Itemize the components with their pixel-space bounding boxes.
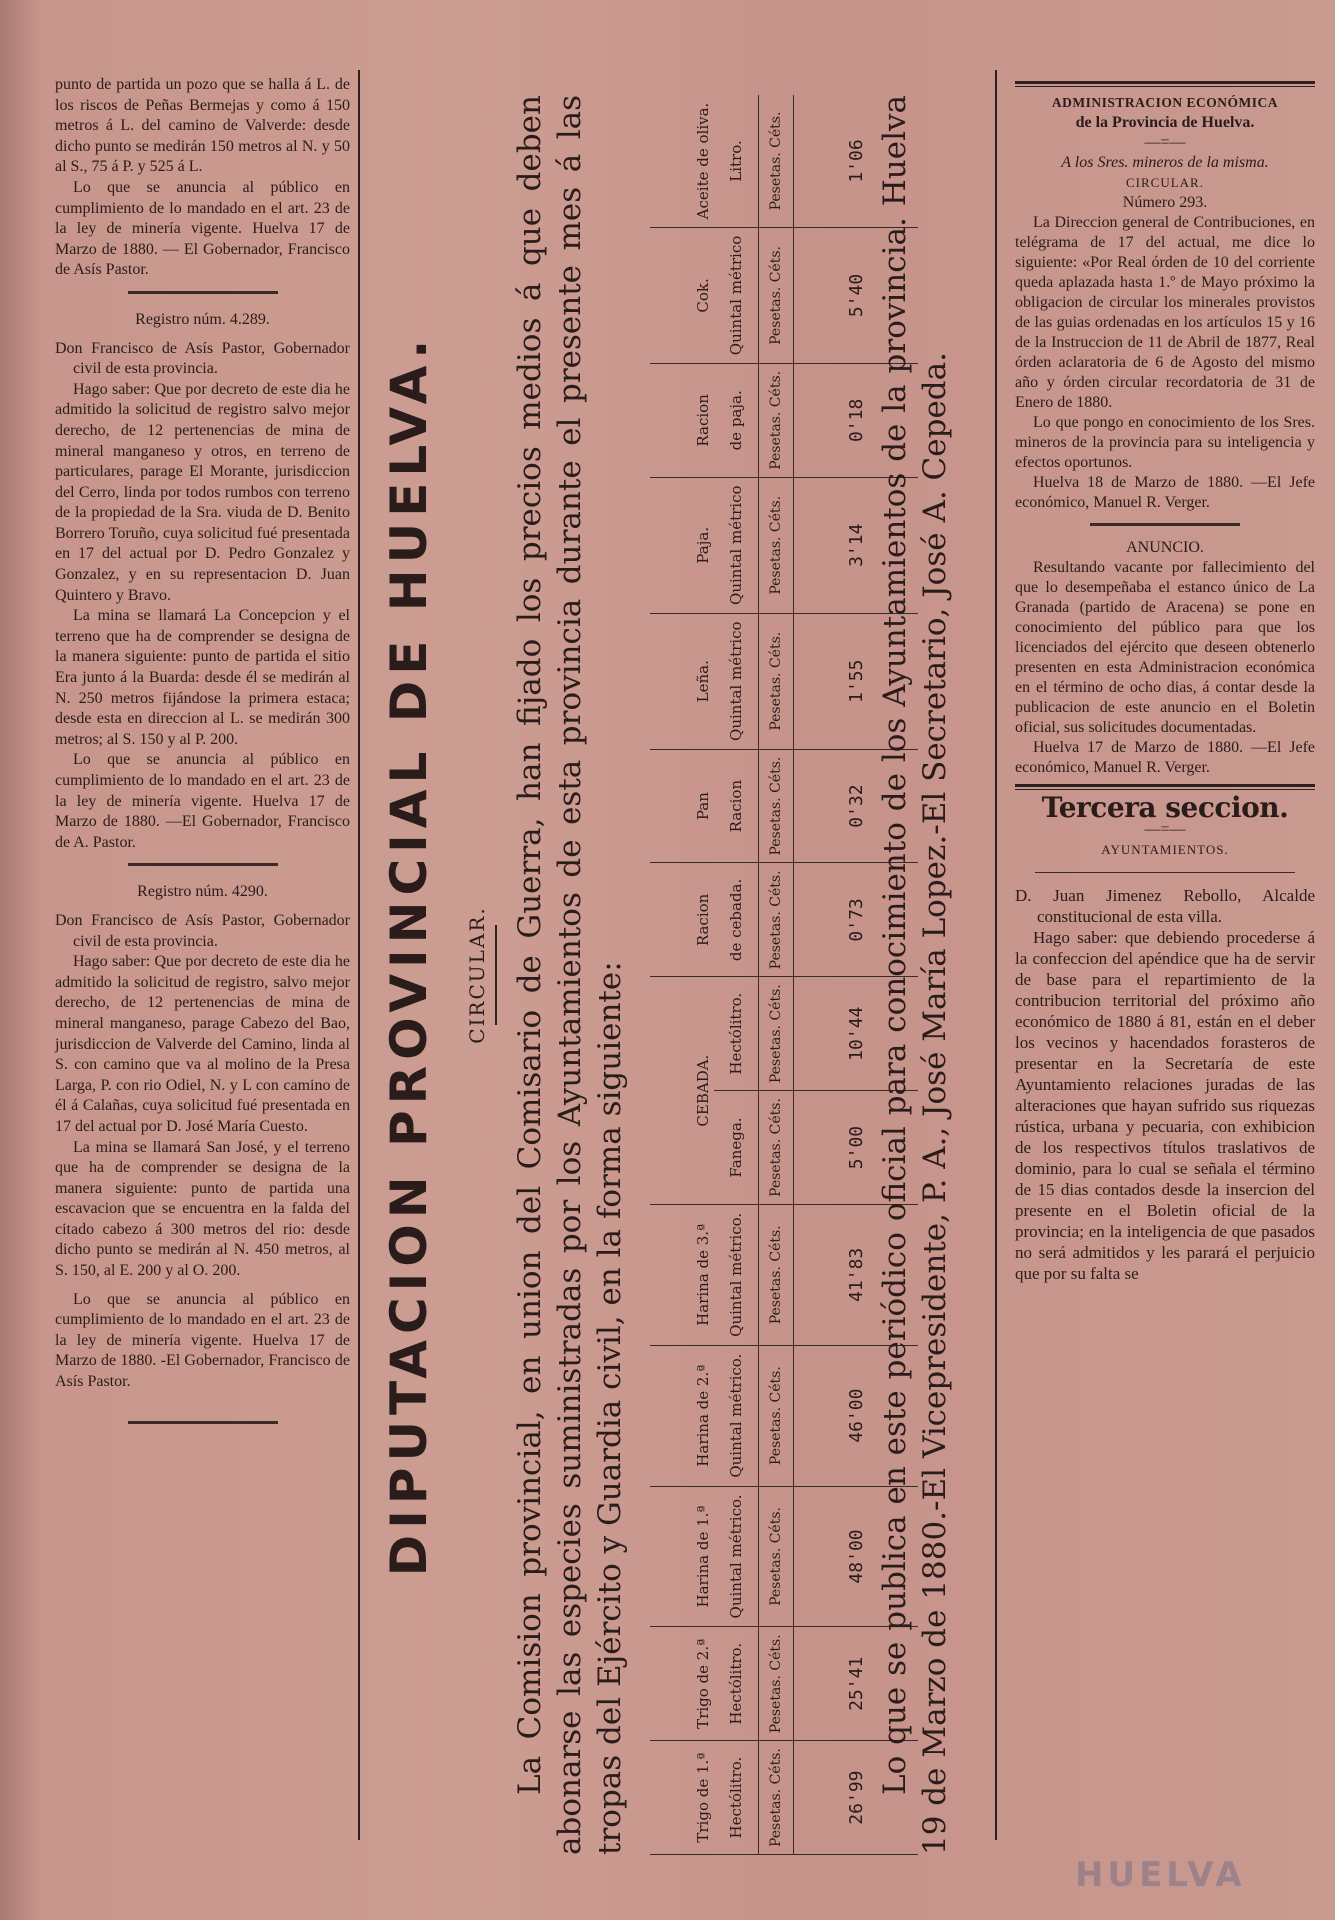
unit-label: Pesetas. Céts.: [759, 227, 794, 363]
column-rule: [995, 70, 997, 1840]
registro-title: Registro núm. 4.289.: [135, 310, 270, 328]
table-cell: 1'55: [794, 613, 919, 749]
table-cell: 48'00: [794, 1486, 919, 1627]
table-header: CEBADA.: [650, 977, 714, 1205]
table-cell: 5'40: [794, 227, 919, 363]
section-heading: Tercera seccion.: [1041, 791, 1289, 824]
unit-label: Pesetas. Céts.: [759, 613, 794, 749]
unit-label: Pesetas. Céts.: [759, 977, 794, 1091]
table-subheader: Hectólitro.: [714, 977, 759, 1091]
table-cell: 25'41: [794, 1627, 919, 1741]
rotated-section: [370, 65, 995, 1885]
table-cell: 0'73: [794, 863, 919, 977]
table-subheader: Hectólitro.: [714, 1627, 759, 1741]
anuncio-heading: ANUNCIO.: [1126, 539, 1204, 556]
table-header: Leña.: [650, 613, 714, 749]
unit-label: Pesetas. Céts.: [759, 95, 794, 227]
table-header-row: [650, 95, 714, 1855]
table-subheader: Quintal métrico.: [714, 1345, 759, 1486]
left-paragraph: Lo que se anuncia al público en cumplimiento de lo mandado en el art. 23 de la ley de minería vigente. Huelva 17 de Marzo de 1880. —El Gobernador, Francisco de A. Pastor.: [55, 751, 350, 851]
table-header: Paja.: [650, 477, 714, 613]
table-cell: 46'00: [794, 1345, 919, 1486]
table-cell: 5'00: [794, 1091, 919, 1205]
table-header: Harina de 3.ª: [650, 1204, 714, 1345]
left-paragraph: Don Francisco de Asís Pastor, Gobernador civil de esta provincia.: [55, 339, 350, 378]
table-subheader: Quintal métrico: [714, 477, 759, 613]
right-paragraph: Resultando vacante por fallecimiento del que lo desempeñaba el estanco único de La Granada (partido de Aracena) se pone en conocimiento del público para que los licenciados del ejército que deseen obtenerlo presenten en esta Administracion económica en el término de ocho dias, á contar desde la publicacion de este anuncio en el Boletin oficial, sus solicitudes documentadas.: [1015, 559, 1315, 736]
footer-paragraph: Lo que se publica en este periódico oficial para conocimiento de los Ayuntamientos de la provincia. Huelva 19 de Marzo de 1880.-El Vicepresidente, P. A., José María Lopez.-El Secretario, José A. Cepeda.: [877, 95, 953, 1855]
divider: [1035, 872, 1295, 873]
right-paragraph: Huelva 18 de Marzo de 1880. —El Jefe económico, Manuel R. Verger.: [1015, 474, 1315, 511]
left-column: [55, 75, 350, 1434]
divider: [128, 863, 278, 866]
left-paragraph: La mina se llamará San José, y el terreno que ha de comprender se designa de la manera siguiente: punto de partida una escavacion que se encuentra en la falda del citado cabezo á 300 metros del rio: desde dicho punto se medirán al N. 450 metros, al S. 150, al E. 200 y al O. 200.: [55, 1138, 350, 1280]
unit-label: Pesetas. Céts.: [759, 1091, 794, 1205]
admin-subheading: de la Provincia de Huelva.: [1075, 114, 1255, 131]
right-paragraph: Hago saber: que debiendo procederse á la confeccion del apéndice que ha de servir de base para el repartimiento de la contribucion territorial del próximo año económico de 1880 á 81, están en el deber los vecinos y hacendados forasteros de presentar en la Secretaría de este Ayuntamiento relaciones juradas de las alteraciones que hayan sufrido sus riquezas rústica, urbana y pecuaria, con exhibicion de los respectivos títulos traslativos de dominio, para lo cual se señala el término de 15 dias contados desde la insercion del presente en el Boletin oficial de la provincia; en la inteligencia de que pasados no será admitidos y les parará el perjuicio que por su falta se: [1015, 928, 1315, 1283]
left-paragraph: La mina se llamará La Concepcion y el terreno que ha de comprender se designa de la manera siguiente: punto de partida el sitio Era junto á la Buarda: desde él se medirán al N. 250 metros fijándose la primera estaca; desde esta en direccion al L. se medirán 300 metros; al S. 150 y al P. 200.: [55, 607, 350, 748]
table-header-row: [714, 95, 759, 1855]
table-subheader: Quintal métrico.: [714, 1486, 759, 1627]
table-header: Aceite de oliva.: [650, 95, 714, 227]
unit-label: Pesetas. Céts.: [759, 363, 794, 477]
unit-label: Pesetas. Céts.: [759, 1204, 794, 1345]
table-subheader: Racion: [714, 749, 759, 863]
right-column: [1015, 75, 1315, 1284]
rotated-content: [370, 65, 995, 1885]
table-header: Trigo de 2.ª: [650, 1627, 714, 1741]
left-paragraph: Hago saber: Que por decreto de este dia he admitido la solicitud de registro, salvo mejor derecho, de 12 pertenencias de mina de mineral manganeso, parage Cabezo del Bao, jurisdiccion de Valverde del Camino, linda al S. con camino que va al molino de la Presa Larga, P. con rio Odiel, N. y L con camino de él á Calañas, cuya solicitud fué presentada en 17 del actual por D. José María Cuesto.: [55, 953, 350, 1135]
table-header: Racion: [650, 363, 714, 477]
table-subheader: de cebada.: [714, 863, 759, 977]
table-subheader: Quintal métrico: [714, 613, 759, 749]
separator: —=—: [1144, 134, 1186, 151]
column-rule: [358, 70, 360, 1840]
table-header: Pan: [650, 749, 714, 863]
divider: [1015, 81, 1315, 87]
admin-heading: ADMINISTRACION ECONÓMICA: [1051, 95, 1279, 110]
divider: [1090, 523, 1240, 526]
right-paragraph: D. Juan Jimenez Rebollo, Alcalde constitucional de esta villa.: [1015, 886, 1315, 926]
table-cell: 10'44: [794, 977, 919, 1091]
table-subheader: Litro.: [714, 95, 759, 227]
divider: [128, 1421, 278, 1424]
table-subheader: de paja.: [714, 363, 759, 477]
unit-label: Pesetas. Céts.: [759, 477, 794, 613]
registro-title: Registro núm. 4290.: [137, 883, 268, 901]
unit-label: Pesetas. Céts.: [759, 1741, 794, 1855]
circular-number: Número 293.: [1122, 194, 1208, 211]
circular-label: CIRCULAR.: [465, 65, 497, 1885]
circular-label: CIRCULAR.: [1126, 175, 1204, 190]
table-cell: 41'83: [794, 1204, 919, 1345]
separator: —=—: [1144, 821, 1186, 838]
table-unit-row: [759, 95, 794, 1855]
unit-label: Pesetas. Céts.: [759, 1627, 794, 1741]
right-paragraph: Huelva 17 de Marzo de 1880. —El Jefe económico, Manuel R. Verger.: [1015, 739, 1315, 776]
table-subheader: Fanega.: [714, 1091, 759, 1205]
table-header: Harina de 1.ª: [650, 1486, 714, 1627]
table-subheader: Hectólitro.: [714, 1741, 759, 1855]
left-paragraph: Hago saber: Que por decreto de este dia he admitido la solicitud de registro salvo mejor derecho, de 12 pertenencias de mina de mineral manganeso y otros, en terreno de particulares, parage El Morante, jurisdiccion del Cerro, linda por todos rumbos con terreno de la propiedad de la Sra. viuda de D. Benito Borrero Toruño, cuya solicitud fué presentada en 17 del actual por D. Pedro Gonzalez y Gonzalez, y en su representacion D. Juan Quintero y Bravo.: [55, 380, 350, 604]
unit-label: Pesetas. Céts.: [759, 1345, 794, 1486]
ayuntamientos-heading: AYUNTAMIENTOS.: [1101, 842, 1229, 857]
left-paragraph: Lo que se anuncia al público en cumplimiento de lo mandado en el art. 23 de la ley de minería vigente. Huelva 17 de Marzo de 1880. — El Gobernador, Francisco de Asís Pastor.: [55, 178, 350, 279]
table-cell: 26'99: [794, 1741, 919, 1855]
right-paragraph: Lo que pongo en conocimiento de los Sres. mineros de la provincia para su inteligencia y efectos oportunos.: [1015, 414, 1315, 471]
divider: [1015, 784, 1315, 790]
unit-label: Pesetas. Céts.: [759, 1486, 794, 1627]
table-cell: 0'18: [794, 363, 919, 477]
left-paragraph: Don Francisco de Asís Pastor, Gobernador civil de esta provincia.: [55, 911, 350, 950]
table-cell: 0'32: [794, 749, 919, 863]
unit-label: Pesetas. Céts.: [759, 749, 794, 863]
addressee: A los Sres. mineros de la misma.: [1061, 154, 1269, 171]
table-cell: 3'14: [794, 477, 919, 613]
library-watermark: HUELVA: [1075, 1855, 1246, 1895]
left-paragraph: punto de partida un pozo que se halla á L. de los riscos de Peñas Bermejas y como á 150 metros á L. del camino de Valverde: desde dicho punto se medirán 150 metros al N. y 50 al S., 75 á P. y 525 á L.: [55, 76, 350, 176]
table-subheader: Quintal métrico: [714, 227, 759, 363]
divider: [128, 291, 278, 294]
right-paragraph: La Direccion general de Contribuciones, en telégrama de 17 del actual, me dice lo siguiente: «Por Real órden de 10 del corriente queda aplazada hasta 1.º de Mayo próximo la obligacion de circular los minerales provistos de las guias ordenadas en los artículos 15 y 16 de la Instruccion de 11 de Abril de 1877, Real órden aclaratoria de 6 de Agosto del mismo año y órden circular recordatoria de 31 de Enero de 1880.: [1015, 214, 1315, 411]
table-subheader: Quintal métrico.: [714, 1204, 759, 1345]
left-paragraph: Lo que se anuncia al público en cumplimiento de lo mandado en el art. 23 de la ley de minería vigente. Huelva 17 de Marzo de 1880. -El Gobernador, Francisco de Asís Pastor.: [55, 1290, 350, 1391]
table-cell: 1'06: [794, 95, 919, 227]
table-header: Trigo de 1.ª: [650, 1741, 714, 1855]
intro-paragraph: La Comision provincial, en union del Comisario de Guerra, han fijado los precios medios á que deben abonarse las especies suministradas por los Ayuntamientos de esta provincia durante el presente mes á las tropas del Ejército y Guardia civil, en la forma siguiente:: [512, 95, 628, 1855]
section-title: DIPUTACION PROVINCIAL DE HUELVA.: [380, 333, 438, 1577]
unit-label: Pesetas. Céts.: [759, 863, 794, 977]
table-header: Racion: [650, 863, 714, 977]
table-header: Harina de 2.ª: [650, 1345, 714, 1486]
table-header: Cok.: [650, 227, 714, 363]
